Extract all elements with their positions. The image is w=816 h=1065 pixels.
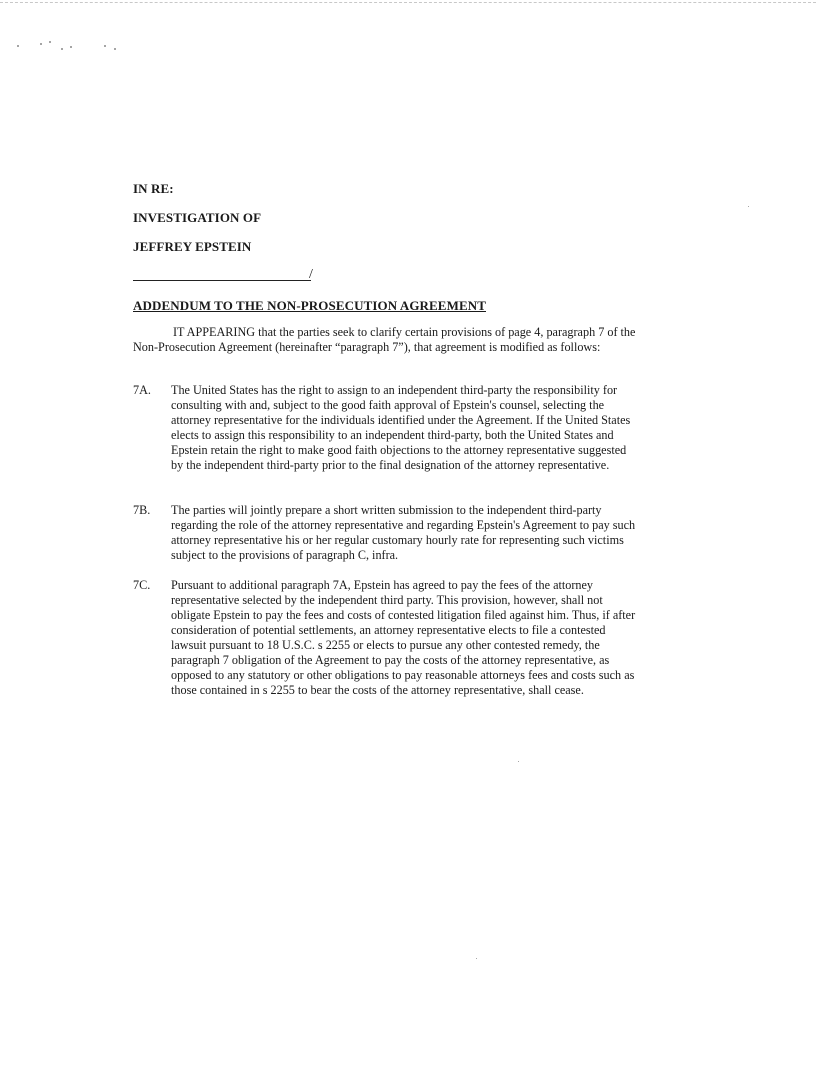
scan-speck: [70, 46, 72, 48]
paragraph-7b: [133, 503, 638, 563]
caption-name: JEFFREY EPSTEIN: [133, 239, 252, 254]
document-heading: ADDENDUM TO THE NON-PROSECUTION AGREEMENT: [133, 298, 486, 313]
scan-speck: [40, 43, 42, 45]
paragraph-text: The United States has the right to assign to an independent third-party the responsibility for consulting with and, subject to the good faith approval of Epstein's counsel, selecting the attorney representative for the individuals identified under the Agreement. If the United States elects to assign this responsibility to an independent third-party, both the United States and Epstein retain the right to make good faith objections to the attorney representative suggested by the independent third-party prior to the final designation of the attorney representative.: [171, 383, 631, 472]
paragraph-number: 7B.: [133, 503, 151, 517]
scan-speck: [49, 41, 51, 43]
scan-speck: [518, 761, 519, 762]
scan-speck: [61, 48, 63, 50]
signature-rule: [133, 280, 311, 281]
paragraph-text: The parties will jointly prepare a short written submission to the independent third-party regarding the role of the attorney representative and regarding Epstein's Agreement to pay such attorney representative his or her regular customary hourly rate for representing such victims subject to the provisions of paragraph C, infra.: [171, 503, 636, 562]
scan-edge-line: [0, 2, 816, 3]
scan-speck: [114, 48, 116, 50]
scan-speck: [17, 45, 19, 47]
rule-slash: /: [309, 267, 313, 282]
scan-speck: [476, 958, 477, 959]
caption-investigation: INVESTIGATION OF: [133, 210, 262, 225]
paragraph-7c: [133, 578, 638, 698]
scan-speck: [748, 206, 749, 207]
paragraph-number: 7C.: [133, 578, 151, 592]
paragraph-number: 7A.: [133, 383, 151, 397]
paragraph-text: Pursuant to additional paragraph 7A, Epstein has agreed to pay the fees of the attorney representative selected by the independent third party. This provision, however, shall not obligate Epstein to pay the fees and costs of contested litigation filed against him. Thus, if after consideration of potential settlements, an attorney representative elects to file a contested lawsuit pursuant to 18 U.S.C. s 2255 or elects to pursue any other contested remedy, the paragraph 7 obligation of the Agreement to pay the costs of the attorney representative, as opposed to any statutory or other obligations to pay reasonable attorneys fees and costs such as those contained in s 2255 to bear the costs of the attorney representative, shall cease.: [171, 578, 636, 697]
scan-speck: [104, 45, 106, 47]
intro-paragraph: IT APPEARING that the parties seek to clarify certain provisions of page 4, paragraph 7 of the Non-Prosecution Agreement (hereinafter “paragraph 7”), that agreement is modified as follows:: [133, 325, 636, 354]
caption-in-re: IN RE:: [133, 181, 174, 196]
paragraph-7a: [133, 383, 638, 473]
